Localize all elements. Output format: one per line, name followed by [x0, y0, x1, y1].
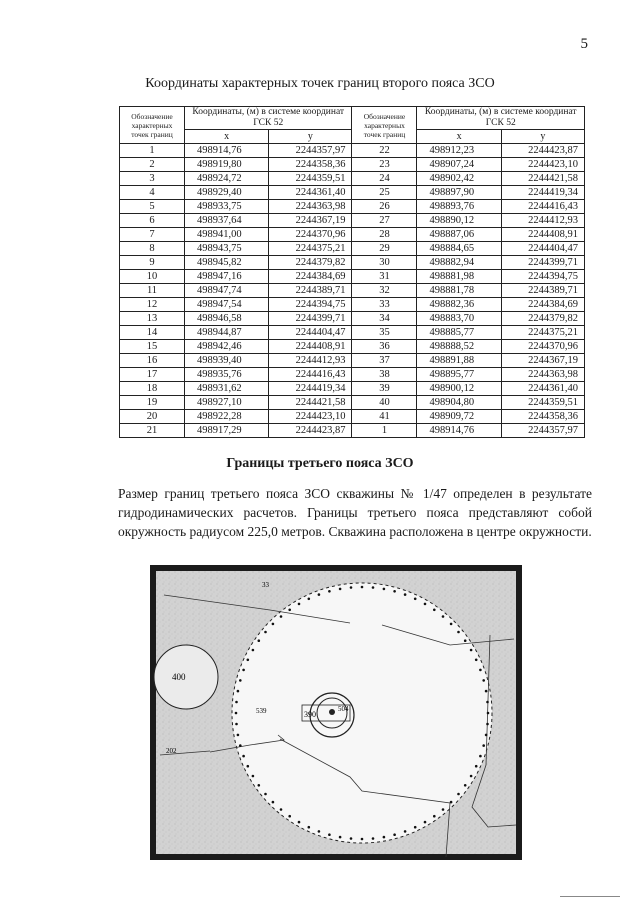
cell-point-right: 37	[352, 354, 417, 368]
zone-map-figure	[150, 565, 522, 860]
cell-y-right: 2244404,47	[501, 242, 584, 256]
table-row	[120, 298, 585, 312]
cell-point-right: 36	[352, 340, 417, 354]
table-row	[120, 144, 585, 158]
boundary-point-marker	[308, 598, 311, 601]
cell-x-left: 498927,10	[185, 396, 269, 410]
section-heading: Границы третьего пояса ЗСО	[226, 456, 414, 471]
boundary-point-marker	[318, 593, 321, 596]
cell-x-left: 498944,87	[185, 326, 269, 340]
boundary-point-marker	[350, 837, 353, 840]
cell-x-left: 498946,58	[185, 312, 269, 326]
boundary-point-marker	[442, 808, 445, 811]
boundary-point-marker	[486, 723, 489, 726]
boundary-point-marker	[414, 598, 417, 601]
cell-y-left: 2244358,36	[269, 158, 352, 172]
cell-x-left: 498931,62	[185, 382, 269, 396]
boundary-point-marker	[457, 793, 460, 796]
coordinates-table	[119, 106, 585, 438]
boundary-point-marker	[383, 836, 386, 839]
boundary-point-marker	[339, 836, 342, 839]
cell-point-left: 6	[120, 214, 185, 228]
boundary-point-marker	[237, 690, 240, 693]
boundary-point-marker	[361, 586, 364, 589]
boundary-point-marker	[308, 826, 311, 829]
cell-x-left: 498935,76	[185, 368, 269, 382]
cell-point-left: 20	[120, 410, 185, 424]
cell-x-left: 498937,64	[185, 214, 269, 228]
boundary-point-marker	[470, 775, 473, 778]
boundary-point-marker	[252, 649, 255, 652]
boundary-point-marker	[350, 586, 353, 589]
table-row	[120, 312, 585, 326]
cell-y-left: 2244384,69	[269, 270, 352, 284]
boundary-point-marker	[464, 784, 467, 787]
boundary-point-marker	[393, 833, 396, 836]
boundary-point-marker	[239, 744, 242, 747]
cell-point-left: 3	[120, 172, 185, 186]
boundary-point-marker	[482, 744, 485, 747]
boundary-point-marker	[404, 830, 407, 833]
boundary-point-marker	[485, 734, 488, 737]
boundary-point-marker	[486, 701, 489, 704]
cell-point-right: 24	[352, 172, 417, 186]
cell-y-right: 2244384,69	[501, 298, 584, 312]
cell-x-left: 498945,82	[185, 256, 269, 270]
cell-x-right: 498902,42	[417, 172, 501, 186]
cell-y-left: 2244370,96	[269, 228, 352, 242]
cell-point-left: 9	[120, 256, 185, 270]
cell-x-right: 498912,23	[417, 144, 501, 158]
cell-point-right: 34	[352, 312, 417, 326]
table-row	[120, 214, 585, 228]
header-coords-right: Координаты, (м) в системе координат ГСК 52	[417, 107, 585, 130]
table-row	[120, 200, 585, 214]
table-row	[120, 410, 585, 424]
cell-x-left: 498947,16	[185, 270, 269, 284]
cell-x-right: 498909,72	[417, 410, 501, 424]
boundary-point-marker	[237, 734, 240, 737]
boundary-point-marker	[328, 590, 331, 593]
cell-y-left: 2244359,51	[269, 172, 352, 186]
boundary-point-marker	[242, 755, 245, 758]
cell-y-left: 2244389,71	[269, 284, 352, 298]
boundary-point-marker	[450, 801, 453, 804]
boundary-point-marker	[487, 712, 490, 715]
cell-x-right: 498882,94	[417, 256, 501, 270]
description-paragraph: Размер границ третьего пояса ЗСО скважины № 1/47 определен в результате гидродинамических расчетов. Границы третьего пояса представляют собой окружность радиусом 225,0 метров. Скважина расположена в центре окружности.	[118, 486, 592, 539]
cell-y-left: 2244367,19	[269, 214, 352, 228]
cell-x-right: 498891,88	[417, 354, 501, 368]
cell-x-left: 498942,46	[185, 340, 269, 354]
boundary-point-marker	[239, 679, 242, 682]
cell-y-left: 2244404,47	[269, 326, 352, 340]
label-top-mark: 33	[262, 581, 269, 589]
cell-point-left: 8	[120, 242, 185, 256]
table-row	[120, 326, 585, 340]
cell-y-right: 2244423,10	[501, 158, 584, 172]
boundary-point-marker	[479, 669, 482, 672]
boundary-point-marker	[433, 609, 436, 612]
boundary-point-marker	[235, 723, 238, 726]
cell-point-right: 1	[352, 424, 417, 438]
cell-x-right: 498888,52	[417, 340, 501, 354]
cell-point-left: 11	[120, 284, 185, 298]
boundary-point-marker	[424, 603, 427, 606]
cell-point-left: 12	[120, 298, 185, 312]
cell-point-right: 40	[352, 396, 417, 410]
cell-point-left: 2	[120, 158, 185, 172]
cell-x-left: 498941,00	[185, 228, 269, 242]
cell-y-right: 2244358,36	[501, 410, 584, 424]
cell-y-left: 2244421,58	[269, 396, 352, 410]
cell-point-right: 23	[352, 158, 417, 172]
cell-y-left: 2244412,93	[269, 354, 352, 368]
header-x-right: x	[417, 130, 501, 144]
table-row	[120, 256, 585, 270]
label-well: 504	[338, 705, 349, 713]
boundary-point-marker	[414, 826, 417, 829]
cell-point-left: 4	[120, 186, 185, 200]
boundary-point-marker	[361, 838, 364, 841]
cell-y-right: 2244394,75	[501, 270, 584, 284]
table-row	[120, 228, 585, 242]
cell-y-right: 2244408,91	[501, 228, 584, 242]
cell-x-left: 498917,29	[185, 424, 269, 438]
zone-map-image	[150, 565, 522, 860]
cell-point-left: 19	[120, 396, 185, 410]
boundary-point-marker	[424, 821, 427, 824]
boundary-point-marker	[258, 639, 261, 642]
cell-y-left: 2244363,98	[269, 200, 352, 214]
cell-x-left: 498929,40	[185, 186, 269, 200]
boundary-point-marker	[464, 639, 467, 642]
cell-y-left: 2244408,91	[269, 340, 352, 354]
cell-point-right: 22	[352, 144, 417, 158]
boundary-point-marker	[288, 609, 291, 612]
boundary-point-marker	[235, 701, 238, 704]
cell-x-left: 498919,80	[185, 158, 269, 172]
cell-x-right: 498907,24	[417, 158, 501, 172]
cell-y-right: 2244367,19	[501, 354, 584, 368]
cell-point-right: 35	[352, 326, 417, 340]
boundary-point-marker	[298, 821, 301, 824]
boundary-point-marker	[404, 593, 407, 596]
cell-x-left: 498939,40	[185, 354, 269, 368]
label-left-mark: 202	[166, 747, 177, 755]
cell-x-left: 498943,75	[185, 242, 269, 256]
cell-x-right: 498887,06	[417, 228, 501, 242]
boundary-point-marker	[475, 765, 478, 768]
boundary-point-marker	[235, 712, 238, 715]
table-row	[120, 284, 585, 298]
boundary-point-marker	[470, 649, 473, 652]
table-row	[120, 396, 585, 410]
cell-point-left: 5	[120, 200, 185, 214]
label-left-circle: 400	[172, 672, 186, 682]
boundary-point-marker	[482, 679, 485, 682]
cell-y-left: 2244357,97	[269, 144, 352, 158]
label-center-left: 539	[256, 707, 267, 715]
header-point-right: Обозначение характерных точек границ	[352, 107, 417, 144]
table-row	[120, 270, 585, 284]
cell-point-right: 32	[352, 284, 417, 298]
cell-x-left: 498924,72	[185, 172, 269, 186]
boundary-point-marker	[272, 801, 275, 804]
header-point-left: Обозначение характерных точек границ	[120, 107, 185, 144]
cell-point-left: 10	[120, 270, 185, 284]
cell-point-left: 7	[120, 228, 185, 242]
cell-y-left: 2244399,71	[269, 312, 352, 326]
cell-x-right: 498881,78	[417, 284, 501, 298]
cell-x-right: 498884,65	[417, 242, 501, 256]
cell-y-right: 2244421,58	[501, 172, 584, 186]
cell-x-left: 498947,74	[185, 284, 269, 298]
boundary-point-marker	[372, 586, 375, 589]
cell-y-right: 2244359,51	[501, 396, 584, 410]
boundary-point-marker	[264, 793, 267, 796]
cell-point-right: 30	[352, 256, 417, 270]
table-row	[120, 158, 585, 172]
boundary-point-marker	[433, 815, 436, 818]
cell-y-right: 2244389,71	[501, 284, 584, 298]
cell-y-left: 2244416,43	[269, 368, 352, 382]
table-row	[120, 186, 585, 200]
boundary-point-marker	[258, 784, 261, 787]
cell-x-right: 498883,70	[417, 312, 501, 326]
table-row	[120, 340, 585, 354]
cell-point-left: 14	[120, 326, 185, 340]
header-y-left: y	[269, 130, 352, 144]
table-row	[120, 172, 585, 186]
boundary-point-marker	[475, 659, 478, 662]
boundary-point-marker	[339, 588, 342, 591]
table-body	[120, 144, 585, 438]
cell-point-right: 38	[352, 368, 417, 382]
cell-point-left: 1	[120, 144, 185, 158]
cell-point-left: 21	[120, 424, 185, 438]
footer-rule	[560, 896, 620, 897]
boundary-point-marker	[288, 815, 291, 818]
cell-x-left: 498947,54	[185, 298, 269, 312]
boundary-point-marker	[264, 631, 267, 634]
table-row	[120, 368, 585, 382]
cell-x-right: 498885,77	[417, 326, 501, 340]
boundary-point-marker	[298, 603, 301, 606]
boundary-point-marker	[457, 631, 460, 634]
cell-x-right: 498890,12	[417, 214, 501, 228]
cell-y-left: 2244361,40	[269, 186, 352, 200]
cell-x-right: 498897,90	[417, 186, 501, 200]
cell-point-left: 18	[120, 382, 185, 396]
header-x-left: x	[185, 130, 269, 144]
cell-x-right: 498904,80	[417, 396, 501, 410]
cell-point-right: 41	[352, 410, 417, 424]
cell-x-right: 498900,12	[417, 382, 501, 396]
cell-y-left: 2244419,34	[269, 382, 352, 396]
header-coords-left: Координаты, (м) в системе координат ГСК 52	[185, 107, 352, 130]
cell-y-right: 2244361,40	[501, 382, 584, 396]
label-center-box: 390	[304, 710, 316, 719]
cell-point-right: 29	[352, 242, 417, 256]
boundary-point-marker	[242, 669, 245, 672]
boundary-point-marker	[280, 615, 283, 618]
cell-y-right: 2244416,43	[501, 200, 584, 214]
cell-y-left: 2244423,10	[269, 410, 352, 424]
cell-y-right: 2244399,71	[501, 256, 584, 270]
boundary-point-marker	[383, 588, 386, 591]
cell-point-right: 26	[352, 200, 417, 214]
cell-y-left: 2244379,82	[269, 256, 352, 270]
boundary-point-marker	[450, 623, 453, 626]
cell-x-left: 498933,75	[185, 200, 269, 214]
cell-point-right: 39	[352, 382, 417, 396]
header-y-right: y	[501, 130, 584, 144]
cell-x-right: 498893,76	[417, 200, 501, 214]
cell-y-left: 2244375,21	[269, 242, 352, 256]
cell-x-left: 498914,76	[185, 144, 269, 158]
boundary-point-marker	[272, 623, 275, 626]
cell-y-right: 2244375,21	[501, 326, 584, 340]
cell-point-left: 13	[120, 312, 185, 326]
table-title: Координаты характерных точек границ второго пояса ЗСО	[145, 76, 495, 91]
boundary-point-marker	[280, 808, 283, 811]
boundary-point-marker	[247, 659, 250, 662]
third-belt-circle	[232, 583, 492, 843]
cell-x-right: 498895,77	[417, 368, 501, 382]
cell-y-right: 2244357,97	[501, 424, 584, 438]
boundary-point-marker	[485, 690, 488, 693]
cell-point-right: 33	[352, 298, 417, 312]
cell-y-right: 2244412,93	[501, 214, 584, 228]
page-number: 5	[580, 36, 588, 52]
cell-y-right: 2244423,87	[501, 144, 584, 158]
cell-point-left: 15	[120, 340, 185, 354]
cell-y-left: 2244423,87	[269, 424, 352, 438]
cell-y-right: 2244379,82	[501, 312, 584, 326]
boundary-point-marker	[393, 590, 396, 593]
table-row	[120, 424, 585, 438]
boundary-point-marker	[328, 833, 331, 836]
table-row	[120, 242, 585, 256]
cell-y-right: 2244363,98	[501, 368, 584, 382]
cell-x-right: 498881,98	[417, 270, 501, 284]
boundary-point-marker	[479, 755, 482, 758]
cell-x-right: 498914,76	[417, 424, 501, 438]
boundary-point-marker	[252, 775, 255, 778]
cell-point-left: 16	[120, 354, 185, 368]
cell-point-right: 27	[352, 214, 417, 228]
cell-x-left: 498922,28	[185, 410, 269, 424]
boundary-point-marker	[442, 615, 445, 618]
boundary-point-marker	[318, 830, 321, 833]
table-row	[120, 382, 585, 396]
cell-y-right: 2244370,96	[501, 340, 584, 354]
cell-point-right: 25	[352, 186, 417, 200]
cell-x-right: 498882,36	[417, 298, 501, 312]
cell-y-left: 2244394,75	[269, 298, 352, 312]
cell-y-right: 2244419,34	[501, 186, 584, 200]
table-row	[120, 354, 585, 368]
cell-point-right: 31	[352, 270, 417, 284]
cell-point-right: 28	[352, 228, 417, 242]
boundary-point-marker	[247, 765, 250, 768]
boundary-point-marker	[372, 837, 375, 840]
cell-point-left: 17	[120, 368, 185, 382]
